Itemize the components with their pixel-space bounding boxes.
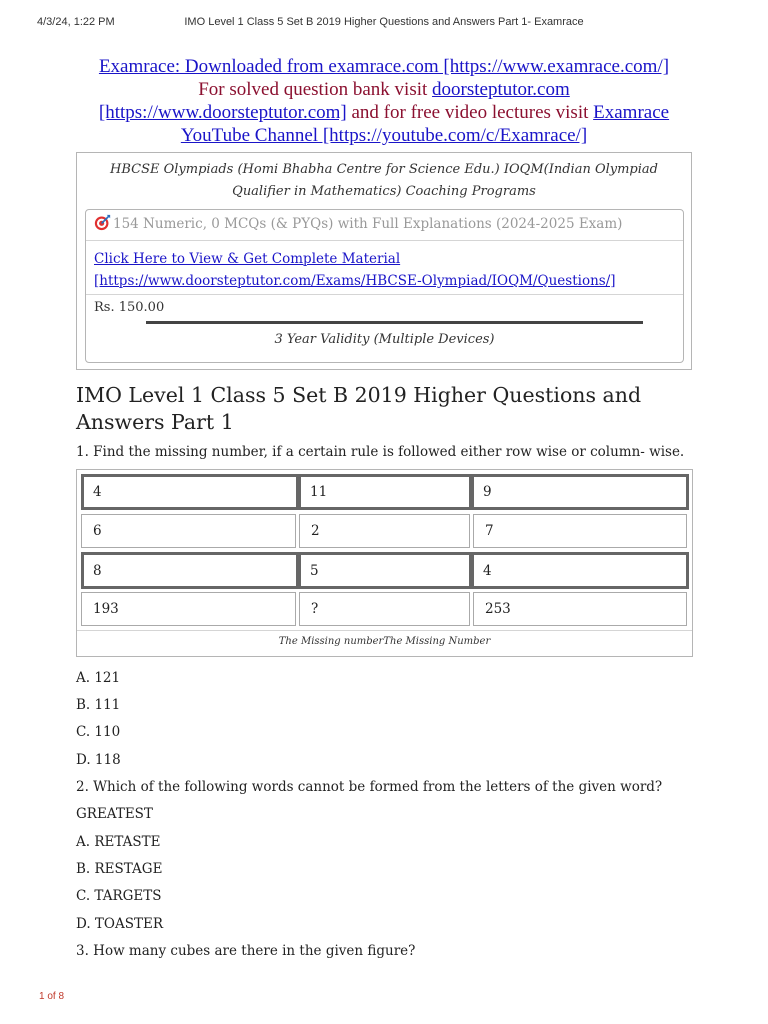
examrace-video-link[interactable]: Examrace — [593, 102, 670, 123]
q1-option-d: D. 118 — [76, 752, 121, 768]
promo-divider — [86, 240, 683, 241]
caption-divider — [77, 630, 692, 631]
q1-option-b: B. 111 — [76, 697, 121, 713]
question-3: 3. How many cubes are there in the given figure? — [76, 943, 416, 959]
promo-price-underline — [146, 321, 643, 324]
page-number: 1 of 8 — [39, 991, 65, 1002]
promo-title: HBCSE Olympiads (Homi Bhabha Centre for Science Edu.) IOQM(Indian Olympiad Qualifier in Mathematics) Coaching Programs — [110, 162, 658, 199]
question-1: 1. Find the missing number, if a certain rule is followed either row wise or column- wise. — [76, 444, 685, 460]
promo-card — [85, 209, 684, 363]
examrace-link[interactable]: Examrace: Downloaded from examrace.com [https://www.examrace.com/] — [98, 56, 670, 77]
banner-text: For solved question bank visit — [198, 79, 433, 100]
question-2: 2. Which of the following words cannot be formed from the letters of the given word? — [76, 779, 663, 795]
grid-cell: 193 — [81, 592, 296, 626]
q2-option-d: D. TOASTER — [76, 916, 164, 932]
youtube-channel-link[interactable]: YouTube Channel [https://youtube.com/c/Examrace/] — [180, 125, 588, 146]
promo-summary: 154 Numeric, 0 MCQs (& PYQs) with Full Explanations (2024-2025 Exam) — [113, 216, 623, 232]
doorsteptutor-url-link[interactable]: [https://www.doorsteptutor.com] — [98, 102, 347, 123]
target-icon — [94, 214, 111, 231]
source-banner — [60, 55, 708, 147]
q2-option-a: A. RETASTE — [76, 834, 161, 850]
promo-validity: 3 Year Validity (Multiple Devices) — [274, 332, 495, 347]
grid-cell: 8 — [81, 552, 299, 589]
promo-price: Rs. 150.00 — [94, 300, 165, 315]
grid-cell: 2 — [299, 514, 470, 548]
page-title: IMO Level 1 Class 5 Set B 2019 Higher Questions and Answers Part 1 — [76, 383, 642, 434]
q2-option-b: B. RESTAGE — [76, 861, 163, 877]
grid-cell: 4 — [81, 474, 299, 510]
grid-cell: 253 — [473, 592, 687, 626]
q1-option-a: A. 121 — [76, 670, 121, 686]
doorsteptutor-link[interactable]: doorsteptutor.com — [432, 79, 570, 100]
table-caption: The Missing numberThe Missing Number — [278, 636, 491, 647]
q1-option-c: C. 110 — [76, 724, 121, 740]
promo-link-label[interactable]: Click Here to View & Get Complete Material — [94, 251, 401, 267]
promo-summary-row — [94, 214, 622, 232]
promo-box — [76, 152, 692, 370]
grid-cell: 9 — [471, 474, 689, 510]
grid-cell: 6 — [81, 514, 296, 548]
print-datetime: 4/3/24, 1:22 PM — [37, 16, 115, 28]
print-page-title: IMO Level 1 Class 5 Set B 2019 Higher Questions and Answers Part 1- Examrace — [184, 16, 584, 28]
banner-text-video: and for free video lectures visit — [346, 102, 594, 123]
q2-option-c: C. TARGETS — [76, 888, 162, 904]
q2-word: GREATEST — [76, 806, 153, 822]
grid-cell: 4 — [471, 552, 689, 589]
promo-divider — [86, 294, 683, 295]
grid-cell: ? — [299, 592, 470, 626]
grid-cell: 7 — [473, 514, 687, 548]
grid-cell: 5 — [298, 552, 472, 589]
missing-number-table — [76, 469, 693, 657]
promo-link-url[interactable]: [https://www.doorsteptutor.com/Exams/HBCSE-Olympiad/IOQM/Questions/] — [94, 273, 616, 289]
grid-cell: 11 — [298, 474, 472, 510]
promo-material-link[interactable] — [94, 248, 616, 292]
